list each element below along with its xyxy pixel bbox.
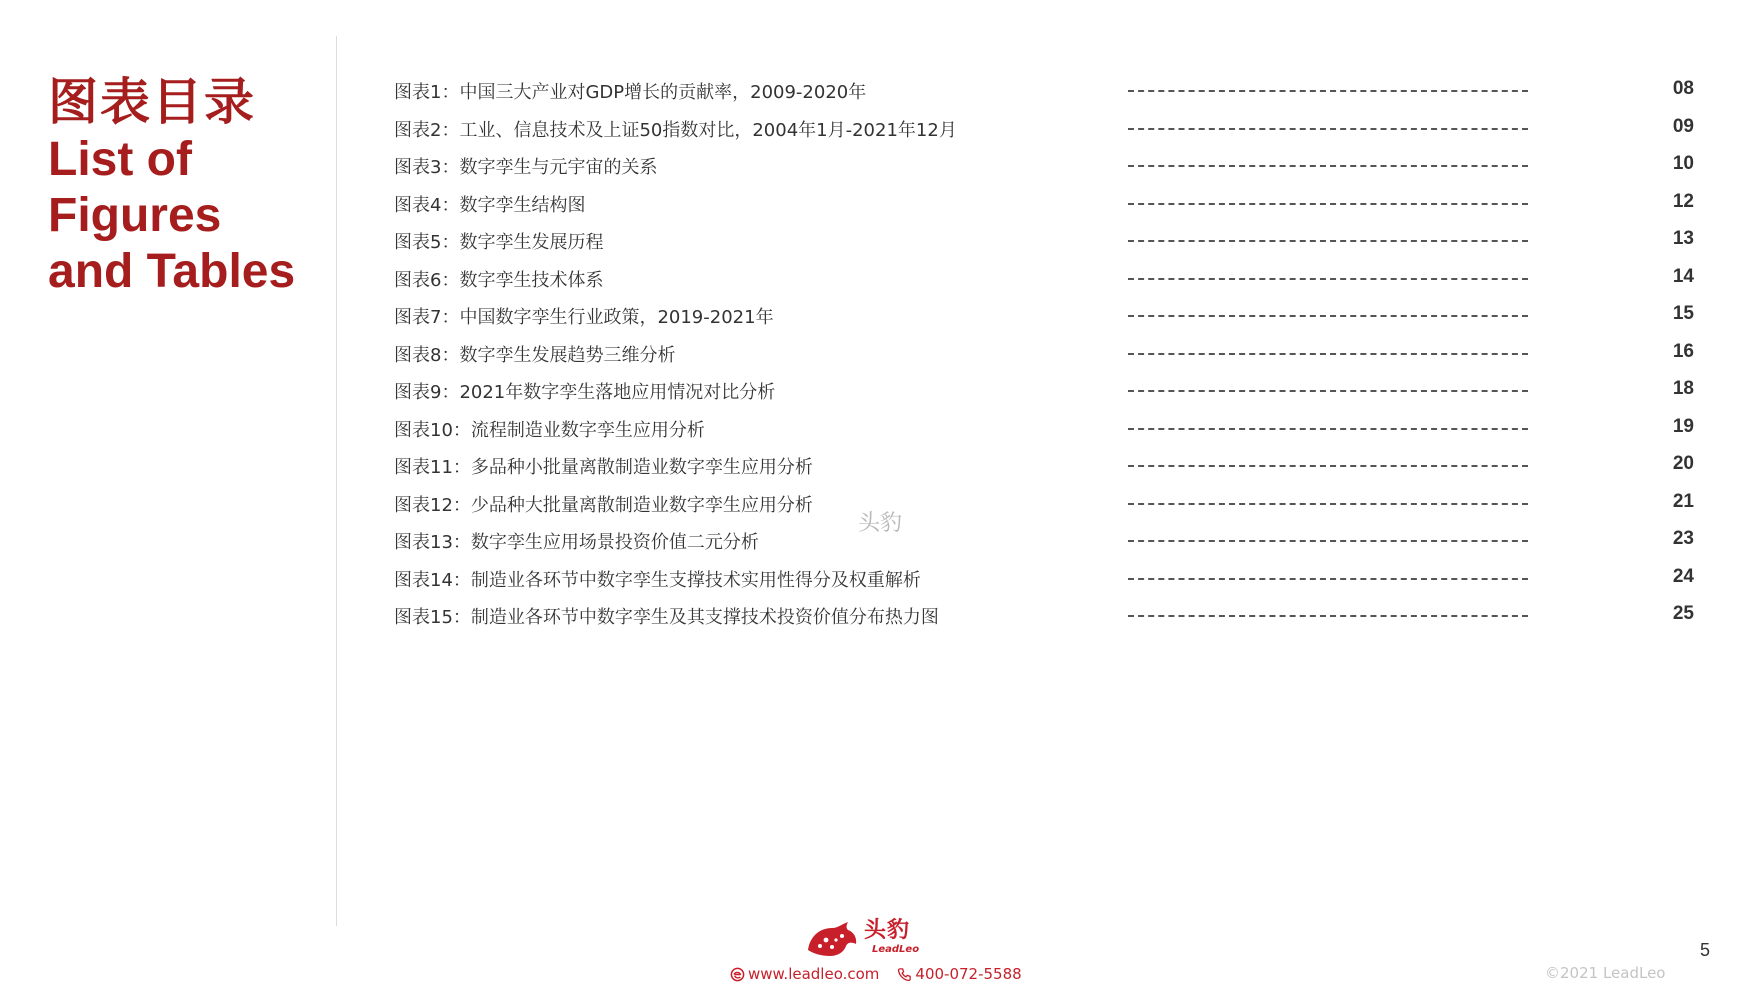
- toc-entry-label: 图表12：少品种大批量离散制造业数字孪生应用分析: [394, 494, 813, 516]
- toc-entry-page: 13: [1672, 228, 1694, 249]
- table-of-contents: [394, 72, 1694, 635]
- toc-entry[interactable]: [394, 185, 1694, 223]
- title-english-line-1: List of: [48, 133, 192, 186]
- title-english: [48, 132, 328, 300]
- toc-entry[interactable]: [394, 485, 1694, 523]
- page-number: 5: [1700, 940, 1711, 960]
- copyright: ©2021 LeadLeo: [1545, 964, 1666, 982]
- toc-entry[interactable]: [394, 147, 1694, 185]
- phone-icon: [897, 967, 912, 982]
- website-text: www.leadleo.com: [748, 965, 880, 983]
- toc-leader-dashes: [1128, 428, 1528, 430]
- toc-entry-page: 25: [1672, 603, 1694, 624]
- toc-leader-dashes: [1128, 540, 1528, 542]
- toc-entry[interactable]: [394, 597, 1694, 635]
- toc-entry-label: 图表13：数字孪生应用场景投资价值二元分析: [394, 532, 759, 553]
- footer-contact: [730, 965, 1022, 983]
- toc-entry-page: 12: [1672, 190, 1694, 212]
- toc-leader-dashes: [1128, 240, 1528, 242]
- toc-entry-label: 图表3：数字孪生与元宇宙的关系: [394, 157, 658, 178]
- toc-leader-dashes: [1128, 90, 1528, 92]
- toc-entry-page: 10: [1672, 153, 1694, 174]
- toc-entry-label: 图表11：多品种小批量离散制造业数字孪生应用分析: [394, 457, 813, 478]
- website-link[interactable]: [730, 965, 879, 983]
- logo-chinese-name: 头豹: [864, 918, 911, 943]
- toc-leader-dashes: [1128, 615, 1528, 617]
- toc-entry[interactable]: [394, 72, 1694, 110]
- toc-entry[interactable]: [394, 410, 1694, 448]
- toc-leader-dashes: [1128, 203, 1528, 205]
- toc-entry-page: 14: [1672, 265, 1694, 287]
- toc-entry-label: 图表4：数字孪生结构图: [394, 194, 586, 216]
- footer-logo: [806, 920, 919, 960]
- toc-entry-page: 15: [1672, 303, 1694, 324]
- toc-leader-dashes: [1128, 465, 1528, 467]
- toc-entry-page: 08: [1672, 78, 1694, 99]
- title-block: [48, 72, 328, 300]
- phone-number: [897, 965, 1021, 983]
- toc-entry-page: 18: [1672, 378, 1694, 399]
- title-english-line-3: and Tables: [48, 245, 296, 298]
- e-globe-icon: [730, 967, 745, 982]
- toc-entry-page: 19: [1672, 415, 1694, 437]
- toc-leader-dashes: [1128, 390, 1528, 392]
- toc-entry[interactable]: [394, 110, 1694, 148]
- toc-entry[interactable]: [394, 522, 1694, 560]
- watermark: 头豹: [858, 511, 903, 536]
- toc-entry-page: 23: [1672, 528, 1694, 549]
- toc-entry[interactable]: [394, 335, 1694, 373]
- toc-leader-dashes: [1128, 315, 1528, 317]
- toc-entry-label: 图表9：2021年数字孪生落地应用情况对比分析: [394, 382, 776, 403]
- toc-entry-label: 图表2：工业、信息技术及上证50指数对比，2004年1月-2021年12月: [394, 119, 957, 141]
- toc-entry-label: 图表14：制造业各环节中数字孪生支撑技术实用性得分及权重解析: [394, 569, 921, 591]
- toc-entry-label: 图表6：数字孪生技术体系: [394, 269, 604, 291]
- logo-text: [864, 920, 919, 955]
- toc-leader-dashes: [1128, 128, 1528, 130]
- logo-english-name: LeadLeo: [872, 944, 920, 955]
- toc-leader-dashes: [1128, 278, 1528, 280]
- toc-leader-dashes: [1128, 503, 1528, 505]
- toc-entry-page: 16: [1672, 340, 1694, 362]
- title-english-line-2: Figures: [48, 189, 222, 242]
- toc-leader-dashes: [1128, 353, 1528, 355]
- toc-entry-label: 图表7：中国数字孪生行业政策，2019-2021年: [394, 307, 774, 328]
- toc-entry[interactable]: [394, 447, 1694, 485]
- leopard-logo-icon: [806, 920, 858, 960]
- toc-entry-page: 20: [1672, 453, 1694, 474]
- toc-leader-dashes: [1128, 165, 1528, 167]
- phone-text: 400-072-5588: [915, 965, 1022, 983]
- toc-entry-label: 图表8：数字孪生发展趋势三维分析: [394, 344, 676, 366]
- toc-entry-page: 21: [1672, 490, 1694, 512]
- toc-entry[interactable]: [394, 560, 1694, 598]
- toc-leader-dashes: [1128, 578, 1528, 580]
- toc-entry-page: 09: [1672, 115, 1694, 137]
- toc-entry-label: 图表5：数字孪生发展历程: [394, 232, 604, 253]
- toc-entry-label: 图表10：流程制造业数字孪生应用分析: [394, 419, 705, 441]
- toc-entry-page: 24: [1672, 565, 1694, 587]
- toc-entry[interactable]: [394, 260, 1694, 298]
- toc-entry[interactable]: [394, 372, 1694, 410]
- toc-entry[interactable]: [394, 297, 1694, 335]
- toc-entry-label: 图表1：中国三大产业对GDP增长的贡献率，2009-2020年: [394, 82, 867, 103]
- toc-entry-label: 图表15：制造业各环节中数字孪生及其支撑技术投资价值分布热力图: [394, 607, 939, 628]
- toc-entry[interactable]: [394, 222, 1694, 260]
- title-chinese: 图表目录: [48, 73, 256, 131]
- vertical-divider: [336, 36, 337, 926]
